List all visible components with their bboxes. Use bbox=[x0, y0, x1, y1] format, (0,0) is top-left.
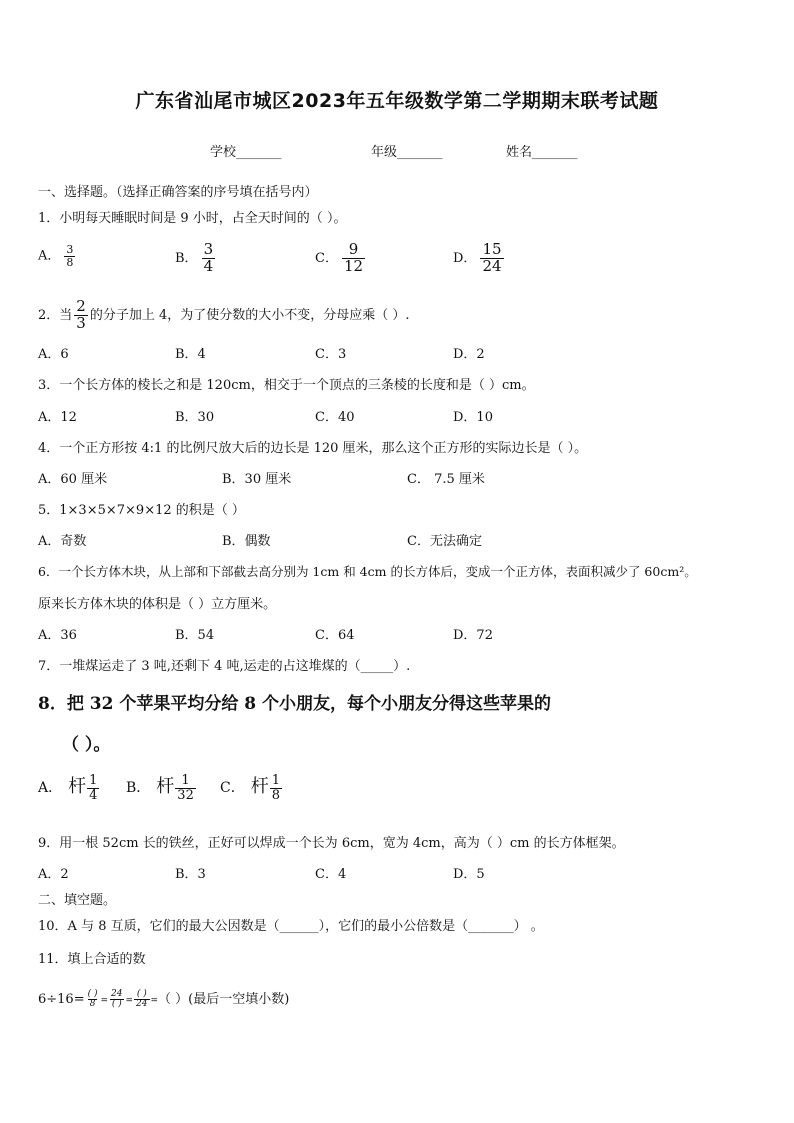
q2-option-d: D．2 bbox=[453, 347, 485, 362]
option-glyph: 杆 bbox=[250, 776, 269, 797]
q8-option-b bbox=[126, 772, 196, 802]
fraction: $\frac{15}{24}$ bbox=[482, 240, 502, 275]
q4-option-b: B．30 厘米 bbox=[222, 472, 292, 487]
q8-option-a bbox=[38, 772, 99, 802]
question-6-line-2: 原来长方体木块的体积是（ ）立方厘米。 bbox=[38, 597, 277, 612]
fraction: $\frac{2}{3}$ bbox=[76, 297, 86, 332]
fraction: $\frac{( )}{24}$ bbox=[136, 988, 148, 1009]
fraction: $\frac{1}{32}$ bbox=[177, 772, 194, 803]
section-1-heading: 一、选择题。（选择正确答案的序号填在括号内） bbox=[38, 185, 318, 200]
grade-field: 年级_______ bbox=[371, 145, 443, 160]
q2-option-b: B．4 bbox=[175, 347, 206, 362]
option-label: A． bbox=[38, 248, 61, 264]
section-2-heading: 二、填空题。 bbox=[38, 893, 117, 908]
name-field: 姓名_______ bbox=[506, 145, 578, 160]
fraction: $\frac{9}{12}$ bbox=[343, 240, 364, 275]
question-8-line-2: （ ）。 bbox=[62, 735, 111, 755]
q9-option-a: A．2 bbox=[38, 867, 69, 882]
question-8-line-1: 8．把 32 个苹果平均分给 8 个小朋友，每个小朋友分得这些苹果的 bbox=[38, 694, 551, 714]
q6-option-b: B．54 bbox=[175, 628, 215, 643]
q4-option-a: A．60 厘米 bbox=[38, 472, 108, 487]
option-glyph: 杆 bbox=[68, 776, 87, 797]
q3-option-a: A．12 bbox=[38, 410, 77, 425]
question-1: 1．小明每天睡眠时间是 9 小时，占全天时间的（ ）。 bbox=[38, 211, 347, 226]
q5-option-a: A．奇数 bbox=[38, 534, 87, 549]
q9-option-c: C．4 bbox=[315, 867, 347, 882]
q2-option-a: A．6 bbox=[38, 347, 69, 362]
option-label: D． bbox=[453, 250, 477, 266]
option-label: A． bbox=[38, 780, 63, 796]
fraction: $\frac{3}{8}$ bbox=[66, 243, 74, 269]
question-9: 9．用一根 52cm 长的铁丝，正好可以焊成一个长为 6cm，宽为 4cm，高为（ ）cm 的长方体框架。 bbox=[38, 836, 625, 851]
fraction: $\frac{1}{8}$ bbox=[271, 772, 280, 803]
q11-expression: 6÷16= $\frac{( )}{8}$ = $\frac{24}{( )}$ = $\frac{( )}{24}$ =（ ）(最后一空填小数) bbox=[38, 988, 290, 1009]
fraction: $\frac{1}{4}$ bbox=[89, 772, 98, 803]
fraction: $\frac{24}{( )}$ bbox=[111, 988, 123, 1009]
q1-option-a bbox=[38, 244, 75, 268]
q1-option-d bbox=[453, 242, 504, 275]
question-2: 2．当 $\frac{2}{3}$ 的分子加上 4，为了使分数的大小不变，分母应乘（ ）. bbox=[38, 297, 410, 332]
q2-option-c: C．3 bbox=[315, 347, 347, 362]
question-7: 7．一堆煤运走了 3 吨,还剩下 4 吨,运走的占这堆煤的（_____）. bbox=[38, 659, 411, 674]
question-6-line-1: 6．一个长方体木块，从上部和下部截去高分别为 1cm 和 4cm 的长方体后，变成一个正方体，表面积减少了 60cm²。 bbox=[38, 564, 697, 579]
school-field: 学校_______ bbox=[210, 145, 282, 160]
q4-option-c: C． 7.5 厘米 bbox=[407, 472, 485, 487]
q3-option-b: B．30 bbox=[175, 410, 215, 425]
question-10: 10．A 与 8 互质，它们的最大公因数是（______），它们的最小公倍数是（_______） 。 bbox=[38, 919, 544, 934]
q6-option-a: A．36 bbox=[38, 628, 77, 643]
q1-option-c bbox=[315, 242, 365, 275]
question-3: 3．一个长方体的棱长之和是 120cm，相交于一个顶点的三条棱的长度和是（ ）cm。 bbox=[38, 378, 535, 393]
q5-option-b: B．偶数 bbox=[222, 534, 271, 549]
option-label: C． bbox=[315, 250, 338, 266]
option-label: C． bbox=[220, 780, 245, 796]
q3-option-d: D．10 bbox=[453, 410, 493, 425]
q9-option-b: B．3 bbox=[175, 867, 206, 882]
option-label: B． bbox=[126, 780, 151, 796]
q3-option-c: C．40 bbox=[315, 410, 355, 425]
question-5: 5．1×3×5×7×9×12 的积是（ ） bbox=[38, 503, 245, 518]
question-11: 11．填上合适的数 bbox=[38, 952, 146, 967]
q5-option-c: C．无法确定 bbox=[407, 534, 482, 549]
option-label: B． bbox=[175, 250, 198, 266]
q6-option-c: C．64 bbox=[315, 628, 355, 643]
fraction: $\frac{3}{4}$ bbox=[203, 240, 214, 275]
q9-option-d: D．5 bbox=[453, 867, 485, 882]
option-glyph: 杆 bbox=[156, 776, 175, 797]
q1-option-b bbox=[175, 242, 215, 275]
fraction: $\frac{( )}{8}$ bbox=[87, 988, 98, 1009]
q6-option-d: D．72 bbox=[453, 628, 493, 643]
question-4: 4．一个正方形按 4:1 的比例尺放大后的边长是 120 厘米，那么这个正方形的实际边长是（ ）。 bbox=[38, 441, 588, 456]
page-title: 广东省汕尾市城区2023年五年级数学第二学期期末联考试题 bbox=[135, 90, 659, 112]
q8-option-c bbox=[220, 772, 282, 802]
